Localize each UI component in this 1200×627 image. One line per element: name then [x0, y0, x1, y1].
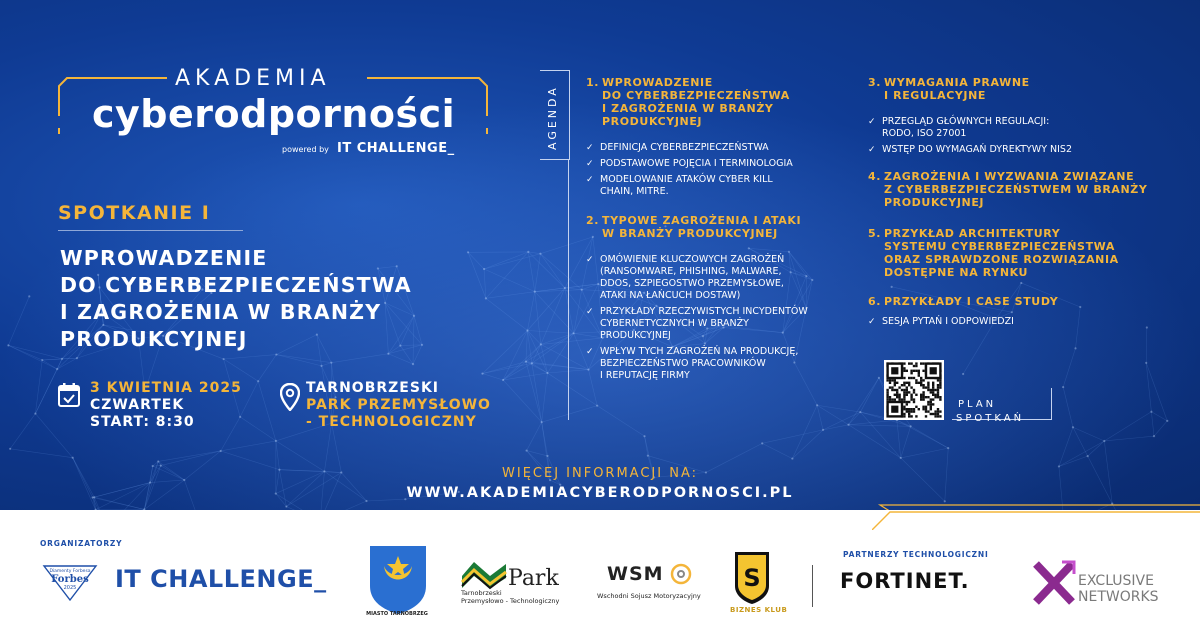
meeting-title-line: WPROWADZENIE: [60, 246, 268, 270]
exclusive-word: EXCLUSIVE: [1078, 573, 1154, 589]
agenda-section-title-line: PRODUKCYJNEJ: [884, 196, 985, 209]
agenda-item-line: CHAIN, MITRE.: [600, 186, 669, 197]
brand-powered-logo: IT CHALLENGE_: [337, 141, 455, 156]
check-icon: ✓: [586, 143, 594, 153]
wsm-subtitle: Wschodni Sojusz Motoryzacyjny: [597, 592, 701, 600]
check-icon: ✓: [868, 117, 876, 127]
agenda-section-title-line: PRZYKŁAD ARCHITEKTURY: [884, 227, 1061, 240]
agenda-section-number: 2.: [586, 214, 600, 227]
brand-main: cyberodporności: [92, 92, 456, 136]
agenda-items: [586, 254, 856, 382]
crest-caption: MIASTO TARNOBRZEG: [366, 611, 428, 617]
check-icon: ✓: [586, 307, 594, 317]
forbes-diamond-logo: [40, 558, 100, 602]
agenda-section-number: 4.: [868, 170, 882, 183]
agenda-item-line: PRZEGLĄD GŁÓWNYCH REGULACJI:: [882, 116, 1050, 127]
forbes-top-text: Diamenty Forbesa: [49, 569, 91, 574]
agenda-section: [868, 295, 1158, 328]
agenda-items: [586, 142, 856, 198]
qr-code-icon[interactable]: [884, 360, 944, 420]
agenda-item: [586, 306, 856, 342]
event-weekday: CZWARTEK: [90, 397, 185, 413]
agenda-item-line: OMÓWIENIE KLUCZOWYCH ZAGROŻEŃ: [600, 254, 785, 265]
tarnobrzeg-crest-logo: [368, 544, 428, 619]
check-icon: ✓: [586, 159, 594, 169]
agenda-item-line: BEZPIECZEŃSTWO PRACOWNIKÓW: [600, 358, 766, 369]
meeting-title-line: DO CYBERBEZPIECZEŃSTWA: [60, 273, 412, 297]
agenda-item-line: WSTĘP DO WYMAGAŃ DYREKTYWY NIS2: [882, 144, 1072, 155]
agenda-item: [586, 174, 856, 198]
agenda-section-number: 1.: [586, 76, 600, 89]
agenda-item: [868, 116, 1158, 140]
agenda-section-title: [586, 76, 856, 128]
event-place-line: - TECHNOLOGICZNY: [306, 414, 477, 430]
wsm-wheel-icon: [670, 563, 692, 585]
agenda-item-line: PRZYKŁADY RZECZYWISTYCH INCYDENTÓW: [600, 306, 808, 317]
agenda-item-line: DEFINICJA CYBERBEZPIECZEŃSTWA: [600, 142, 769, 153]
agenda-section: [586, 76, 856, 198]
check-icon: ✓: [586, 347, 594, 357]
agenda-section-title-line: WYMAGANIA PRAWNE: [884, 76, 1030, 89]
qr-label: [956, 398, 1024, 426]
agenda-item-line: WPŁYW TYCH ZAGROŻEŃ NA PRODUKCJĘ,: [600, 346, 799, 357]
park-subtitle: Przemysłowo - Technologiczny: [461, 597, 560, 605]
agenda-item-line: DDOS, SZPIEGOSTWO PRZEMYSŁOWE,: [600, 278, 784, 289]
biznes-klub-crest: [733, 546, 771, 606]
agenda-column-1: [586, 76, 856, 394]
more-info-url[interactable]: WWW.AKADEMIACYBERODPORNOSCI.PL: [406, 485, 794, 501]
agenda-section-title-line: ZAGROŻENIA I WYZWANIA ZWIĄZANE: [884, 170, 1135, 183]
agenda-item-line: PODSTAWOWE POJĘCIA I TERMINOLOGIA: [600, 158, 793, 169]
footer-left-accent: [0, 508, 330, 530]
it-challenge-logo: IT CHALLENGE_: [115, 565, 327, 593]
agenda-section-title: [868, 227, 1158, 279]
check-icon: ✓: [868, 145, 876, 155]
agenda-section-number: 5.: [868, 227, 882, 240]
agenda-section: [586, 214, 856, 382]
qr-label-line: PLAN: [958, 399, 997, 410]
agenda-item-line: (RANSOMWARE, PHISHING, MALWARE,: [600, 266, 782, 277]
agenda-column-2: [868, 76, 1158, 340]
meeting-divider: [58, 230, 243, 231]
footer-divider: [812, 565, 813, 607]
agenda-item: [868, 316, 1158, 328]
agenda-item: [586, 158, 856, 170]
agenda-section-title-line: Z CYBERBEZPIECZEŃSTWEM W BRANŻY: [884, 183, 1148, 196]
check-icon: ✓: [868, 317, 876, 327]
agenda-section-title-line: I REGULACYJNE: [884, 89, 987, 102]
event-place-line: TARNOBRZESKI: [306, 380, 440, 396]
meeting-title-line: PRODUKCYJNEJ: [60, 327, 248, 351]
agenda-section: [868, 227, 1158, 279]
agenda-section-number: 3.: [868, 76, 882, 89]
agenda-divider: [568, 160, 569, 420]
agenda-item-line: PRODUKCYJNEJ: [600, 330, 671, 341]
park-subtitle: Tarnobrzeski: [461, 589, 502, 597]
agenda-section-title: [868, 170, 1158, 209]
biznes-klub-caption: BIZNES KLUB: [730, 606, 788, 614]
agenda-item: [586, 346, 856, 382]
organizers-label: ORGANIZATORZY: [40, 539, 123, 548]
meeting-label: SPOTKANIE I: [58, 202, 211, 224]
check-icon: ✓: [586, 255, 594, 265]
agenda-label: AGENDA: [546, 85, 559, 150]
footer-gold-accent: [872, 508, 1200, 530]
agenda-items: [868, 116, 1158, 156]
brand-top: AKADEMIA: [175, 66, 331, 91]
agenda-item-line: ATAKI NA ŁAŃCUCH DOSTAW): [600, 290, 741, 301]
agenda-section-title: [586, 214, 856, 240]
agenda-section-title: [868, 76, 1158, 102]
agenda-section-title-line: WPROWADZENIE: [602, 76, 713, 89]
meeting-title-line: I ZAGROŻENIA W BRANŻY: [60, 300, 382, 324]
agenda-item-line: I REPUTACJĘ FIRMY: [600, 370, 690, 381]
event-date: 3 KWIETNIA 2025: [90, 380, 242, 396]
agenda-section-title-line: ORAZ SPRAWDZONE ROZWIĄZANIA: [884, 253, 1119, 266]
agenda-section: [868, 76, 1158, 156]
location-pin-icon: [280, 383, 300, 411]
forbes-word: Forbes: [51, 574, 89, 585]
agenda-section-title-line: SYSTEMU CYBERBEZPIECZEŃSTWA: [884, 240, 1116, 253]
forbes-year: 2025: [63, 585, 77, 591]
agenda-section-title: [868, 295, 1158, 308]
wsm-logo: WSM: [607, 563, 664, 585]
agenda-section-title-line: PRODUKCYJNEJ: [602, 115, 703, 128]
agenda-section-title-line: DOSTĘPNE NA RYNKU: [884, 266, 1029, 279]
event-place-block: [306, 380, 491, 431]
fortinet-logo: FORTINET.: [840, 569, 970, 593]
check-icon: ✓: [586, 175, 594, 185]
agenda-section: [868, 170, 1158, 209]
svg-text:S: S: [743, 564, 761, 592]
networks-word: NETWORKS: [1078, 589, 1159, 605]
agenda-item-line: SESJA PYTAŃ I ODPOWIEDZI: [882, 316, 1014, 327]
agenda-section-title-line: PRZYKŁADY I CASE STUDY: [884, 295, 1059, 308]
event-start: START: 8:30: [90, 414, 195, 430]
event-date-block: [90, 380, 242, 431]
exclusive-networks-mark: [1032, 560, 1076, 606]
event-place-line: PARK PRZEMYSŁOWO: [306, 397, 491, 413]
partners-label: PARTNERZY TECHNOLOGICZNI: [843, 550, 989, 559]
agenda-item: [868, 144, 1158, 156]
agenda-item-line: MODELOWANIE ATAKÓW CYBER KILL: [600, 174, 773, 185]
qr-label-line: SPOTKAŃ: [956, 413, 1025, 424]
agenda-items: [868, 316, 1158, 328]
agenda-item: [586, 142, 856, 154]
agenda-item-line: RODO, ISO 27001: [882, 128, 967, 139]
agenda-section-number: 6.: [868, 295, 882, 308]
brand-powered-by: powered by: [282, 145, 329, 154]
agenda-item: [586, 254, 856, 302]
agenda-section-title-line: TYPOWE ZAGROŻENIA I ATAKI: [602, 214, 802, 227]
agenda-section-title-line: DO CYBERBEZPIECZEŃSTWA: [602, 89, 790, 102]
calendar-icon: [58, 383, 80, 407]
meeting-title: [60, 245, 500, 353]
agenda-item-line: CYBERNETYCZNYCH W BRANŻY: [600, 318, 749, 329]
park-word: Park: [508, 566, 559, 591]
more-info-label: WIĘCEJ INFORMACJI NA:: [502, 466, 698, 481]
agenda-section-title-line: I ZAGROŻENIA W BRANŻY: [602, 102, 774, 115]
agenda-section-title-line: W BRANŻY PRODUKCYJNEJ: [602, 227, 778, 240]
